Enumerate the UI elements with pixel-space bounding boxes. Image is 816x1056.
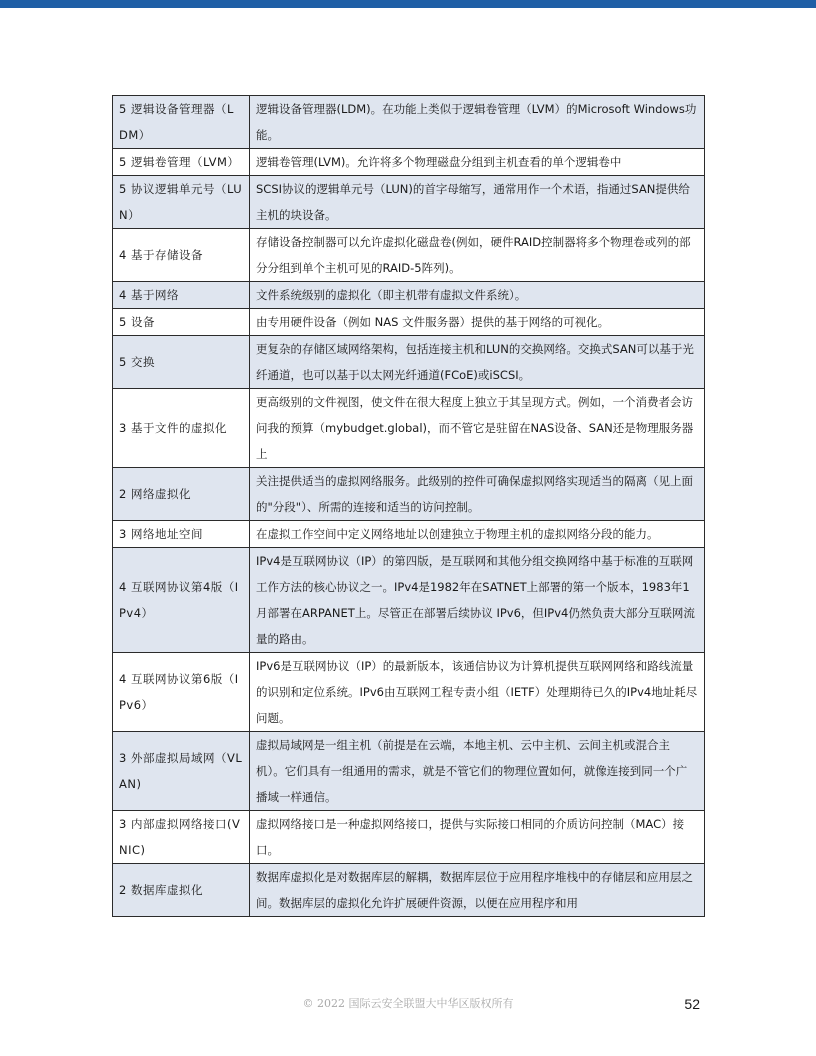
table-row: [113, 229, 705, 282]
definition-cell: 关注提供适当的虚拟网络服务。此级别的控件可确保虚拟网络实现适当的隔离（见上面的"分段"）、所需的连接和适当的访问控制。: [250, 468, 705, 521]
term-cell: 4 基于存储设备: [113, 229, 250, 282]
table-row: [113, 548, 705, 653]
term-cell: 5 协议逻辑单元号（LUN）: [113, 176, 250, 229]
term-cell: 2 数据库虚拟化: [113, 864, 250, 917]
term-cell: 5 逻辑设备管理器（LDM）: [113, 96, 250, 149]
definition-cell: 逻辑设备管理器(LDM)。在功能上类似于逻辑卷管理（LVM）的Microsoft Windows功能。: [250, 96, 705, 149]
definition-cell: 更高级别的文件视图，使文件在很大程度上独立于其呈现方式。例如，一个消费者会访问我的预算（mybudget.global)，而不管它是驻留在NAS设备、SAN还是物理服务器上: [250, 389, 705, 468]
table-row: [113, 282, 705, 309]
footer-copyright: © 2022 国际云安全联盟大中华区版权所有: [302, 997, 514, 1010]
glossary-table: [112, 95, 705, 917]
table-row: [113, 309, 705, 336]
page-number: 52: [684, 996, 700, 1012]
definition-cell: SCSI协议的逻辑单元号（LUN)的首字母缩写，通常用作一个术语，指通过SAN提供给主机的块设备。: [250, 176, 705, 229]
table-row: [113, 811, 705, 864]
definition-cell: 数据库虚拟化是对数据库层的解耦，数据库层位于应用程序堆栈中的存储层和应用层之间。数据库层的虚拟化允许扩展硬件资源，以便在应用程序和用: [250, 864, 705, 917]
term-cell: 5 交换: [113, 336, 250, 389]
definition-cell: 由专用硬件设备（例如 NAS 文件服务器）提供的基于网络的可视化。: [250, 309, 705, 336]
table-row: [113, 149, 705, 176]
definition-cell: 逻辑卷管理(LVM)。允许将多个物理磁盘分组到主机查看的单个逻辑卷中: [250, 149, 705, 176]
term-cell: 4 互联网协议第6版（IPv6）: [113, 653, 250, 732]
term-cell: 3 网络地址空间: [113, 521, 250, 548]
table-row: [113, 96, 705, 149]
term-cell: 3 内部虚拟网络接口(VNIC): [113, 811, 250, 864]
table-row: [113, 336, 705, 389]
term-cell: 5 逻辑卷管理（LVM）: [113, 149, 250, 176]
table-row: [113, 468, 705, 521]
definition-cell: 虚拟局域网是一组主机（前提是在云端，本地主机、云中主机、云间主机或混合主机）。它们具有一组通用的需求，就是不管它们的物理位置如何，就像连接到同一个广播域一样通信。: [250, 732, 705, 811]
term-cell: 4 基于网络: [113, 282, 250, 309]
term-cell: 4 互联网协议第4版（IPv4）: [113, 548, 250, 653]
definition-cell: 文件系统级别的虚拟化（即主机带有虚拟文件系统）。: [250, 282, 705, 309]
table-row: [113, 732, 705, 811]
definition-cell: 虚拟网络接口是一种虚拟网络接口，提供与实际接口相同的介质访问控制（MAC）接口。: [250, 811, 705, 864]
table-row: [113, 176, 705, 229]
definition-cell: IPv6是互联网协议（IP）的最新版本，该通信协议为计算机提供互联网网络和路线流量的识别和定位系统。IPv6由互联网工程专责小组（IETF）处理期待已久的IPv4地址耗尽问题。: [250, 653, 705, 732]
term-cell: 3 外部虚拟局域网（VLAN): [113, 732, 250, 811]
term-cell: 3 基于文件的虚拟化: [113, 389, 250, 468]
table-row: [113, 521, 705, 548]
definition-cell: 在虚拟工作空间中定义网络地址以创建独立于物理主机的虚拟网络分段的能力。: [250, 521, 705, 548]
table-row: [113, 653, 705, 732]
definition-cell: 存储设备控制器可以允许虚拟化磁盘卷(例如，硬件RAID控制器将多个物理卷或列的部分分组到单个主机可见的RAID-5阵列)。: [250, 229, 705, 282]
term-cell: 2 网络虚拟化: [113, 468, 250, 521]
term-cell: 5 设备: [113, 309, 250, 336]
table-row: [113, 864, 705, 917]
table-row: [113, 389, 705, 468]
header-accent-bar: [0, 0, 816, 8]
definition-cell: 更复杂的存储区域网络架构，包括连接主机和LUN的交换网络。交换式SAN可以基于光纤通道，也可以基于以太网光纤通道(FCoE)或iSCSI。: [250, 336, 705, 389]
definition-cell: IPv4是互联网协议（IP）的第四版，是互联网和其他分组交换网络中基于标准的互联网工作方法的核心协议之一。IPv4是1982年在SATNET上部署的第一个版本，1983年1月部署在ARPANET上。尽管正在部署后续协议 IPv6，但IPv4仍然负责大部分互联网流量的路由。: [250, 548, 705, 653]
